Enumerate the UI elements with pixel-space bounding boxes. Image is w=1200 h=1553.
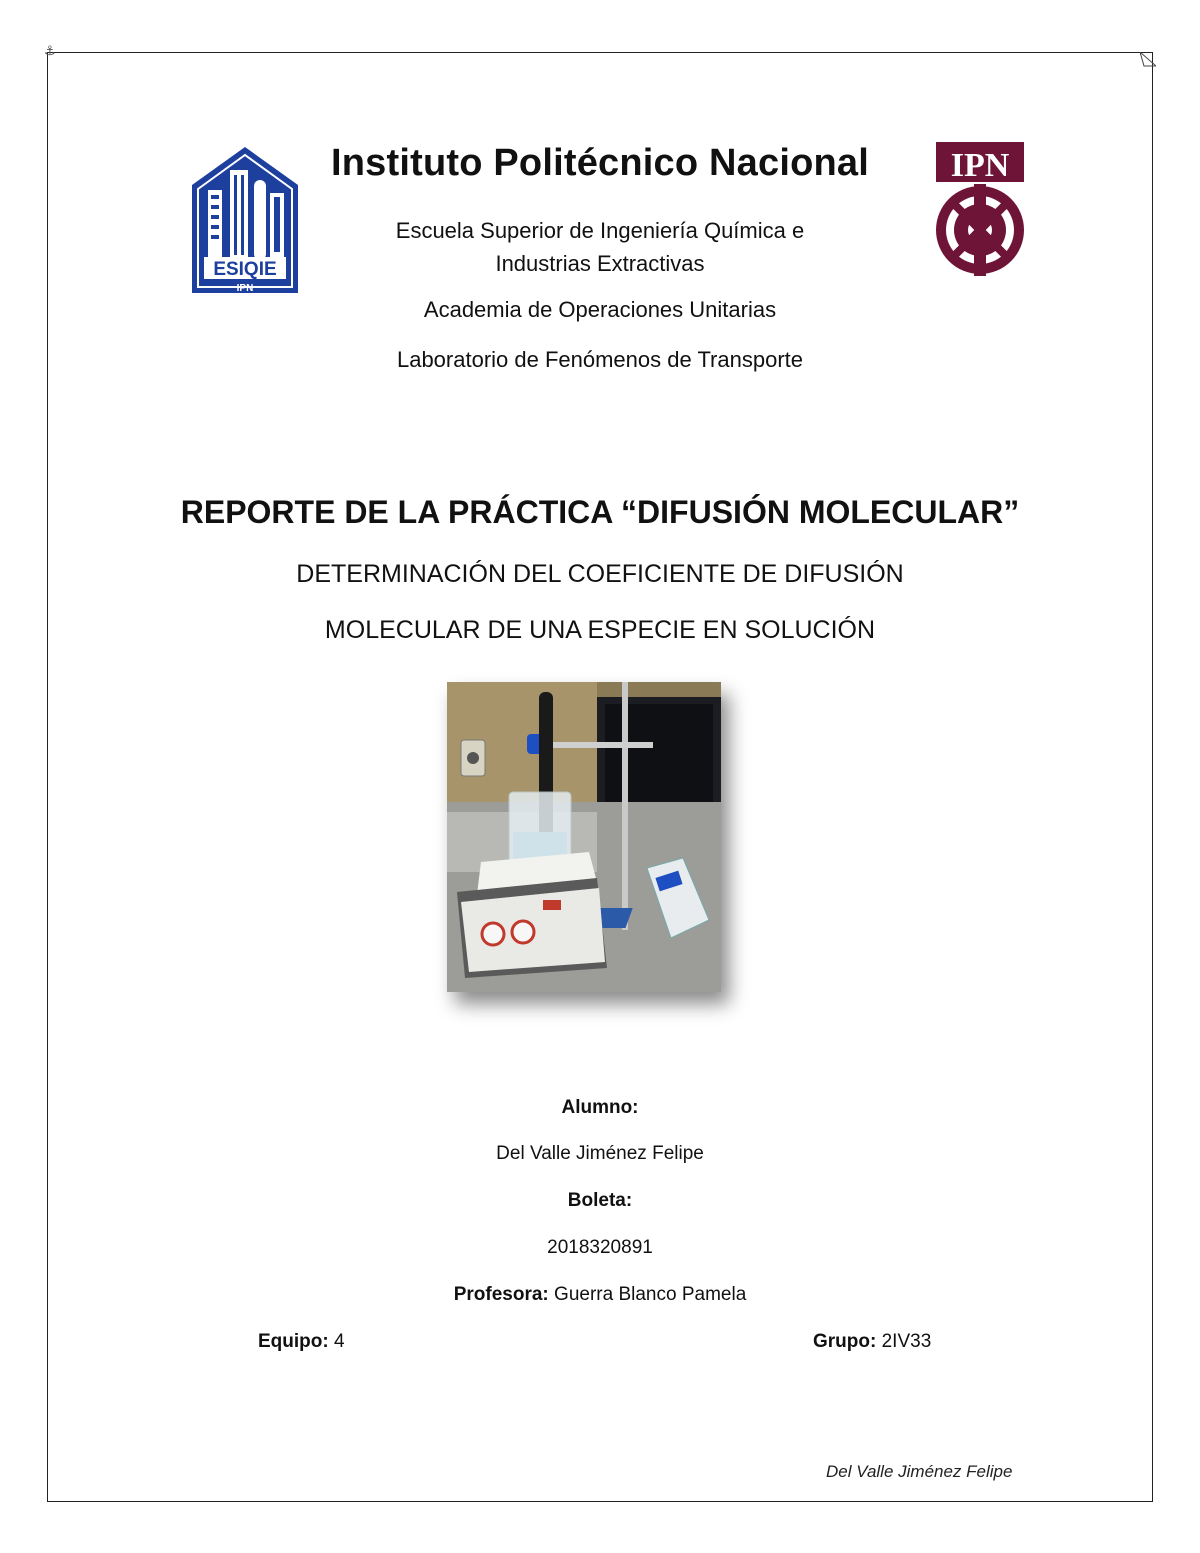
ipn-logo-text: IPN	[950, 147, 1010, 184]
esiqie-logo-text: ESIQIE	[213, 259, 277, 280]
alumno-label: Alumno:	[561, 1097, 639, 1118]
report-subtitle-line-2: MOLECULAR DE UNA ESPECIE EN SOLUCIÓN	[324, 616, 876, 644]
laboratory-name: Laboratorio de Fenómenos de Transporte	[396, 347, 804, 372]
alumno-name: Del Valle Jiménez Felipe	[496, 1143, 704, 1164]
grupo-line	[813, 1331, 931, 1353]
boleta-value: 2018320891	[547, 1237, 653, 1258]
page-corner-fold-icon	[1140, 52, 1156, 68]
report-title: REPORTE DE LA PRÁCTICA “DIFUSIÓN MOLECULAR”	[180, 494, 1020, 530]
institution-title: Instituto Politécnico Nacional	[330, 142, 870, 184]
school-name	[0, 214, 1200, 280]
report-subtitle-line-1: DETERMINACIÓN DEL COEFICIENTE DE DIFUSIÓN	[296, 560, 904, 588]
grupo-label: Grupo:	[813, 1331, 877, 1352]
anchor-icon[interactable]: ⚓	[44, 43, 56, 58]
academy-name: Academia de Operaciones Unitarias	[423, 297, 777, 322]
boleta-label: Boleta:	[567, 1190, 633, 1211]
school-line-1: Escuela Superior de Ingeniería Química e	[395, 218, 805, 243]
profesora-line	[0, 1284, 1200, 1306]
equipo-label: Equipo:	[258, 1331, 329, 1352]
profesora-name: Guerra Blanco Pamela	[554, 1284, 747, 1305]
esiqie-logo-subtext: IPN	[236, 283, 254, 294]
school-line-2: Industrias Extractivas	[495, 251, 705, 276]
lab-equipment-photo	[447, 682, 721, 992]
lab-equipment-illustration	[447, 682, 721, 992]
footer-author: Del Valle Jiménez Felipe	[826, 1462, 1013, 1481]
grupo-value: 2IV33	[881, 1331, 932, 1352]
equipo-value: 4	[333, 1331, 345, 1352]
equipo-line	[258, 1331, 345, 1353]
profesora-label: Profesora:	[453, 1284, 549, 1305]
